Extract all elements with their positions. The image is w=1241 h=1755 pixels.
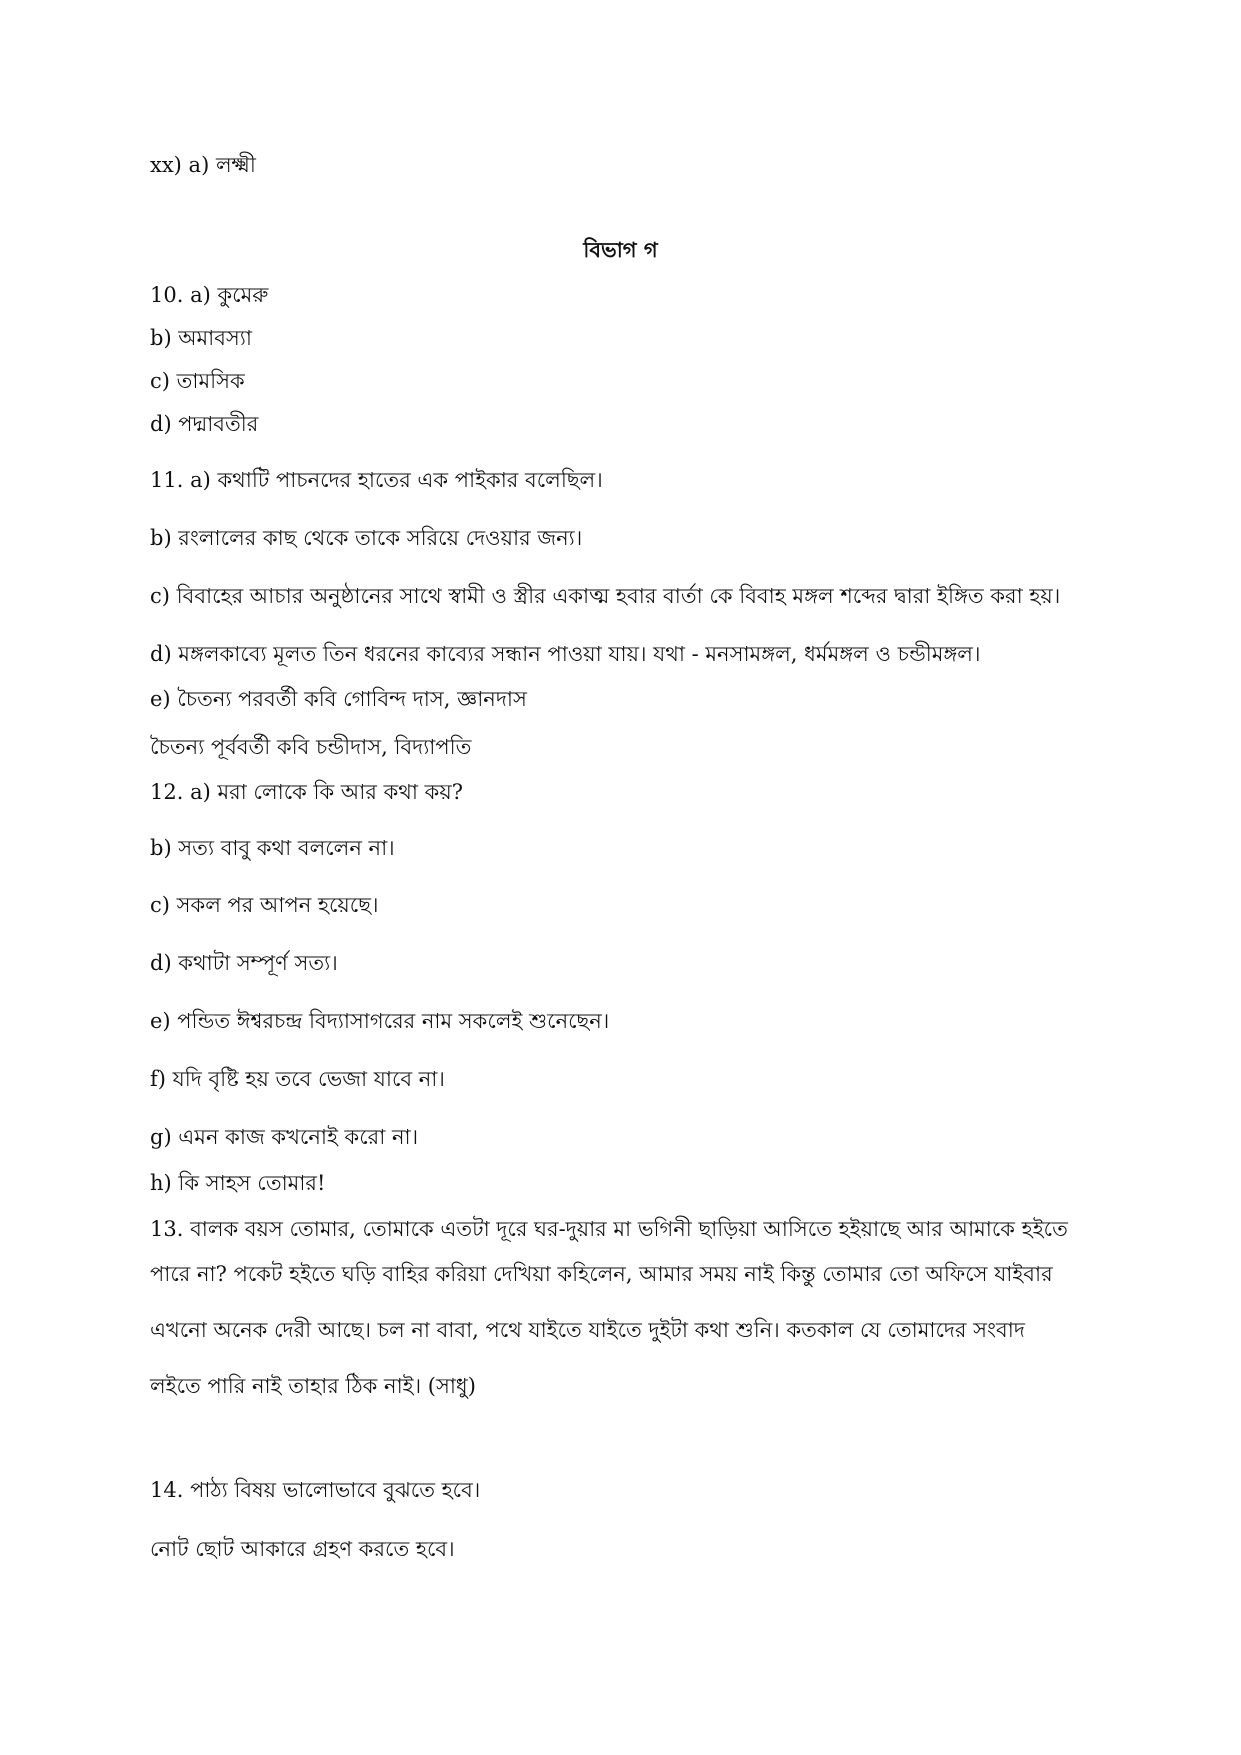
answer-10-b: b) অমাবস্যা (150, 326, 252, 350)
answer-11-c: c) বিবাহের আচার অনুষ্ঠানের সাথে স্বামী ও স্ত্রীর একাত্ম হবার বার্তা কে বিবাহ মঙ্গল শব্দের দ্বারা ইঙ্গিত করা হয়। (150, 584, 1061, 608)
answer-14-line-2: নোট ছোট আকারে গ্রহণ করতে হবে। (150, 1537, 455, 1561)
answer-14-line-1: 14. পাঠ্য বিষয় ভালোভাবে বুঝতে হবে। (150, 1478, 481, 1502)
answer-13-line-4: লইতে পারি নাই তাহার ঠিক নাই। (সাধু) (150, 1374, 476, 1398)
answer-11-e: e) চৈতন্য পরবর্তী কবি গোবিন্দ দাস, জ্ঞানদাস (150, 687, 527, 711)
answer-11-d: d) মঙ্গলকাব্যে মূলত তিন ধরনের কাব্যের সন্ধান পাওয়া যায়। যথা - মনসামঙ্গল, ধর্মমঙ্গল ও চন্ডীমঙ্গল। (150, 642, 981, 666)
answer-xx-a: xx) a) লক্ষ্মী (150, 153, 256, 177)
answer-12-h: h) কি সাহস তোমার! (150, 1171, 326, 1195)
answer-13-line-3: এখনো অনেক দেরী আছে। চল না বাবা, পথে যাইতে যাইতে দুইটা কথা শুনি। কতকাল যে তোমাদের সংবাদ (150, 1318, 1025, 1342)
answer-11-e-continued: চৈতন্য পূর্ববর্তী কবি চন্ডীদাস, বিদ্যাপতি (150, 735, 472, 759)
answer-10-d: d) পদ্মাবতীর (150, 412, 259, 436)
answer-12-f: f) যদি বৃষ্টি হয় তবে ভেজা যাবে না। (150, 1067, 445, 1091)
answer-13-line-1: 13. বালক বয়স তোমার, তোমাকে এতটা দূরে ঘর-দুয়ার মা ভগিনী ছাড়িয়া আসিতে হইয়াছে আর আমাকে হইতে (150, 1217, 1068, 1241)
answer-12-b: b) সত্য বাবু কথা বললেন না। (150, 836, 395, 860)
answer-11-b: b) রংলালের কাছ থেকে তাকে সরিয়ে দেওয়ার জন্য। (150, 526, 583, 550)
answer-10-c: c) তামসিক (150, 369, 245, 393)
answer-11-a: 11. a) কথাটি পাচনদের হাতের এক পাইকার বলেছিল। (150, 468, 603, 492)
answer-12-a: 12. a) মরা লোকে কি আর কথা কয়? (150, 780, 463, 804)
answer-12-c: c) সকল পর আপন হয়েছে। (150, 893, 379, 917)
answer-12-g: g) এমন কাজ কখনোই করো না। (150, 1125, 419, 1149)
section-heading: বিভাগ গ (583, 237, 658, 262)
answer-13-line-2: পারে না? পকেট হইতে ঘড়ি বাহির করিয়া দেখিয়া কহিলেন, আমার সময় নাই কিন্তু তোমার তো অফিসে যাইবার (150, 1262, 1053, 1286)
answer-12-e: e) পন্ডিত ঈশ্বরচন্দ্র বিদ্যাসাগরের নাম সকলেই শুনেছেন। (150, 1009, 610, 1033)
answer-10-a: 10. a) কুমেরু (150, 283, 269, 307)
answer-12-d: d) কথাটা সম্পূর্ণ সত্য। (150, 951, 338, 975)
